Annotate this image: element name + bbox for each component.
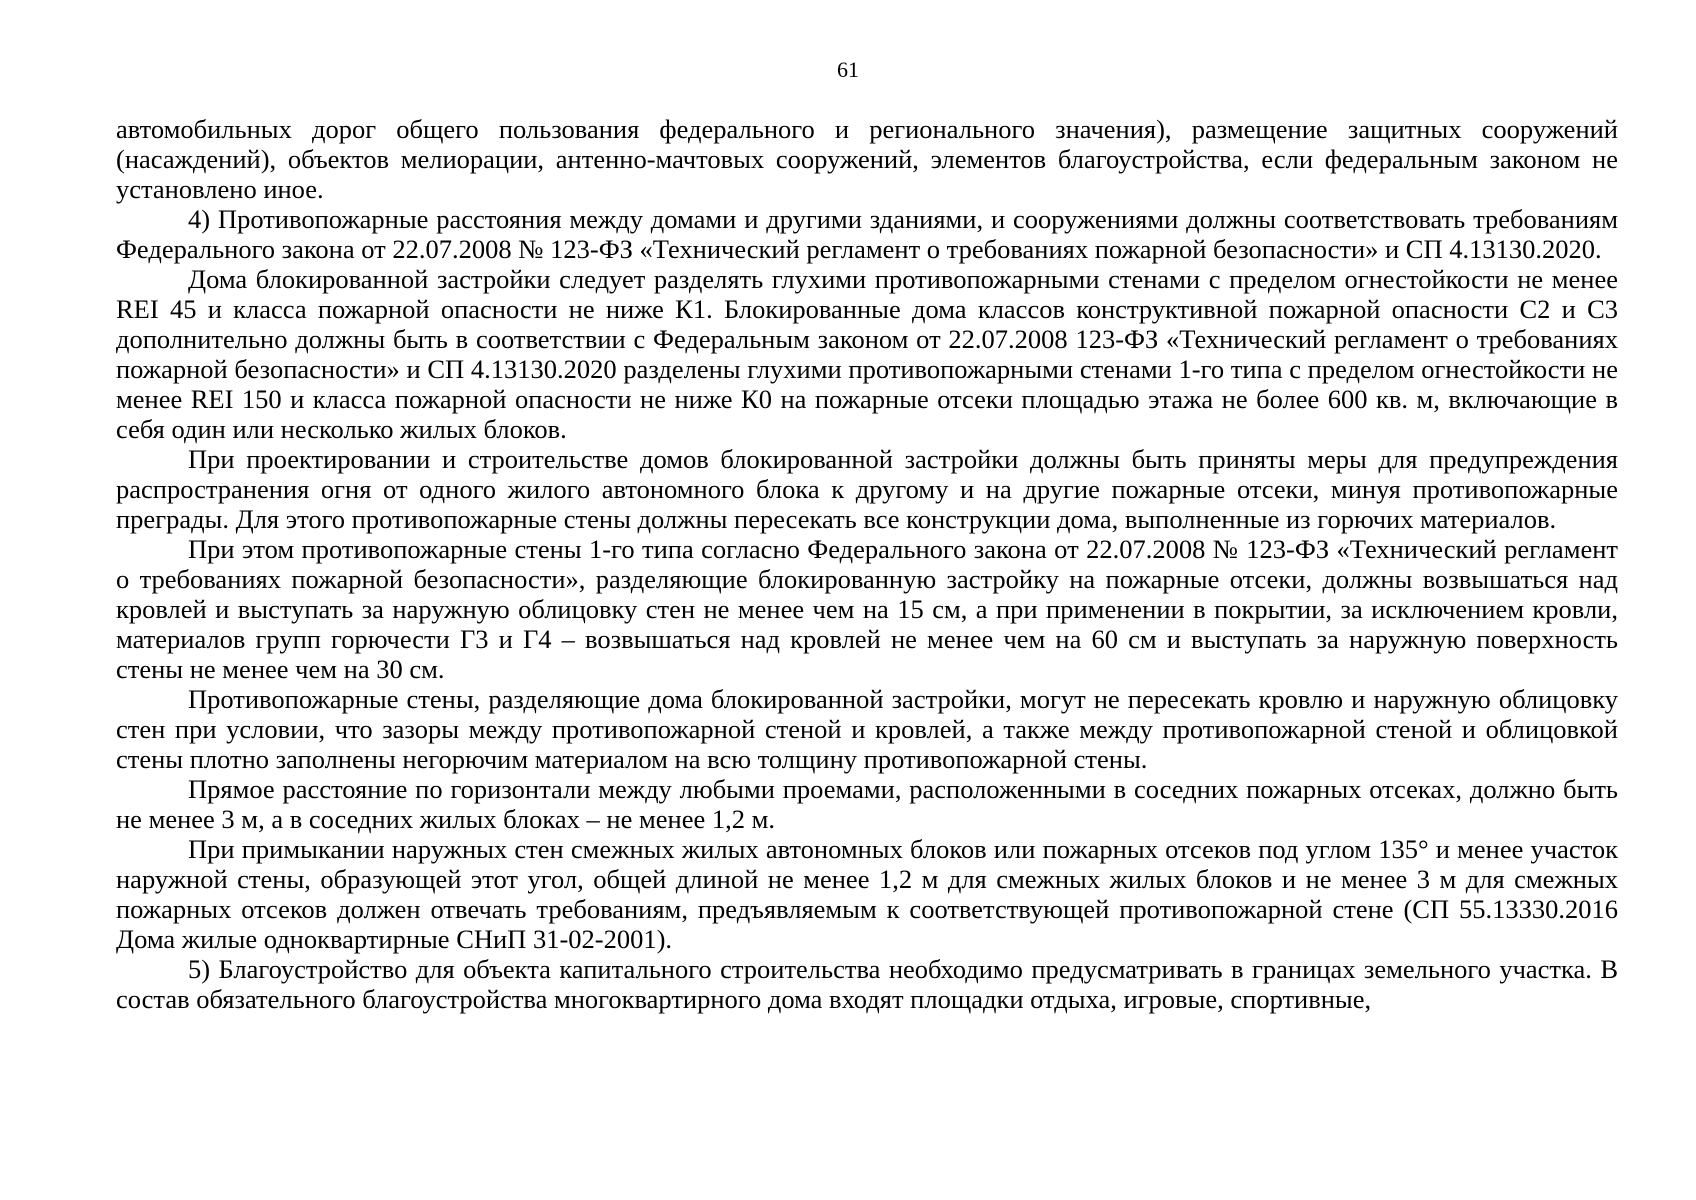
paragraph-firewall-elevation: При этом противопожарные стены 1-го типа согласно Федерального закона от 22.07.2008 № 123-ФЗ «Технический регламент о требованиях пожарной безопасности», разделяющие блокированную застройку на пожарные отсеки, должны возвышаться над кровлей и выступать за наружную облицовку стен не менее чем на 15 см, а при применении в покрытии, за исключением кровли, материалов групп горючести Г3 и Г4 – возвышаться над кровлей не менее чем на 60 см и выступать за наружную поверхность стены не менее чем на 30 см. bbox=[116, 534, 1618, 684]
paragraph-fire-distances: 4) Противопожарные расстояния между домами и другими зданиями, и сооружениями должны соответствовать требованиям Федерального закона от 22.07.2008 № 123-ФЗ «Технический регламент о требованиях пожарной безопасности» и СП 4.13130.2020. bbox=[116, 204, 1618, 264]
paragraph-landscaping: 5) Благоустройство для объекта капитального строительства необходимо предусматривать в границах земельного участка. В состав обязательного благоустройства многоквартирного дома входят площадки отдыха, игровые, спортивные, bbox=[116, 954, 1618, 1014]
paragraph-firewall-separation: Дома блокированной застройки следует разделять глухими противопожарными стенами с пределом огнестойкости не менее REI 45 и класса пожарной опасности не ниже К1. Блокированные дома классов конструктивной пожарной опасности С2 и С3 дополнительно должны быть в соответствии с Федеральным законом от 22.07.2008 123-ФЗ «Технический регламент о требованиях пожарной безопасности» и СП 4.13130.2020 разделены глухими противопожарными стенами 1-го типа с пределом огнестойкости не менее REI 150 и класса пожарной опасности не ниже К0 на пожарные отсеки площадью этажа не более 600 кв. м, включающие в себя один или несколько жилых блоков. bbox=[116, 264, 1618, 444]
page-number: 61 bbox=[837, 57, 859, 82]
paragraph-continuation: автомобильных дорог общего пользования федерального и регионального значения), размещение защитных сооружений (насаждений), объектов мелиорации, антенно-мачтовых сооружений, элементов благоустройства, если федеральным законом не установлено иное. bbox=[116, 114, 1618, 204]
paragraph-opening-distance: Прямое расстояние по горизонтали между любыми проемами, расположенными в соседних пожарных отсеках, должно быть не менее 3 м, а в соседних жилых блоках – не менее 1,2 м. bbox=[116, 774, 1618, 834]
paragraph-wall-junction: При примыкании наружных стен смежных жилых автономных блоков или пожарных отсеков под углом 135° и менее участок наружной стены, образующей этот угол, общей длиной не менее 1,2 м для смежных жилых блоков и не менее 3 м для смежных пожарных отсеков должен отвечать требованиям, предъявляемым к соответствующей противопожарной стене (СП 55.13330.2016 Дома жилые одноквартирные СНиП 31-02-2001). bbox=[116, 834, 1618, 954]
paragraph-fire-spread-prevention: При проектировании и строительстве домов блокированной застройки должны быть приняты меры для предупреждения распространения огня от одного жилого автономного блока к другому и на другие пожарные отсеки, минуя противопожарные преграды. Для этого противопожарные стены должны пересекать все конструкции дома, выполненные из горючих материалов. bbox=[116, 444, 1618, 534]
document-body bbox=[116, 114, 1618, 1014]
paragraph-firewall-gaps: Противопожарные стены, разделяющие дома блокированной застройки, могут не пересекать кровлю и наружную облицовку стен при условии, что зазоры между противопожарной стеной и кровлей, а также между противопожарной стеной и облицовкой стены плотно заполнены негорючим материалом на всю толщину противопожарной стены. bbox=[116, 684, 1618, 774]
